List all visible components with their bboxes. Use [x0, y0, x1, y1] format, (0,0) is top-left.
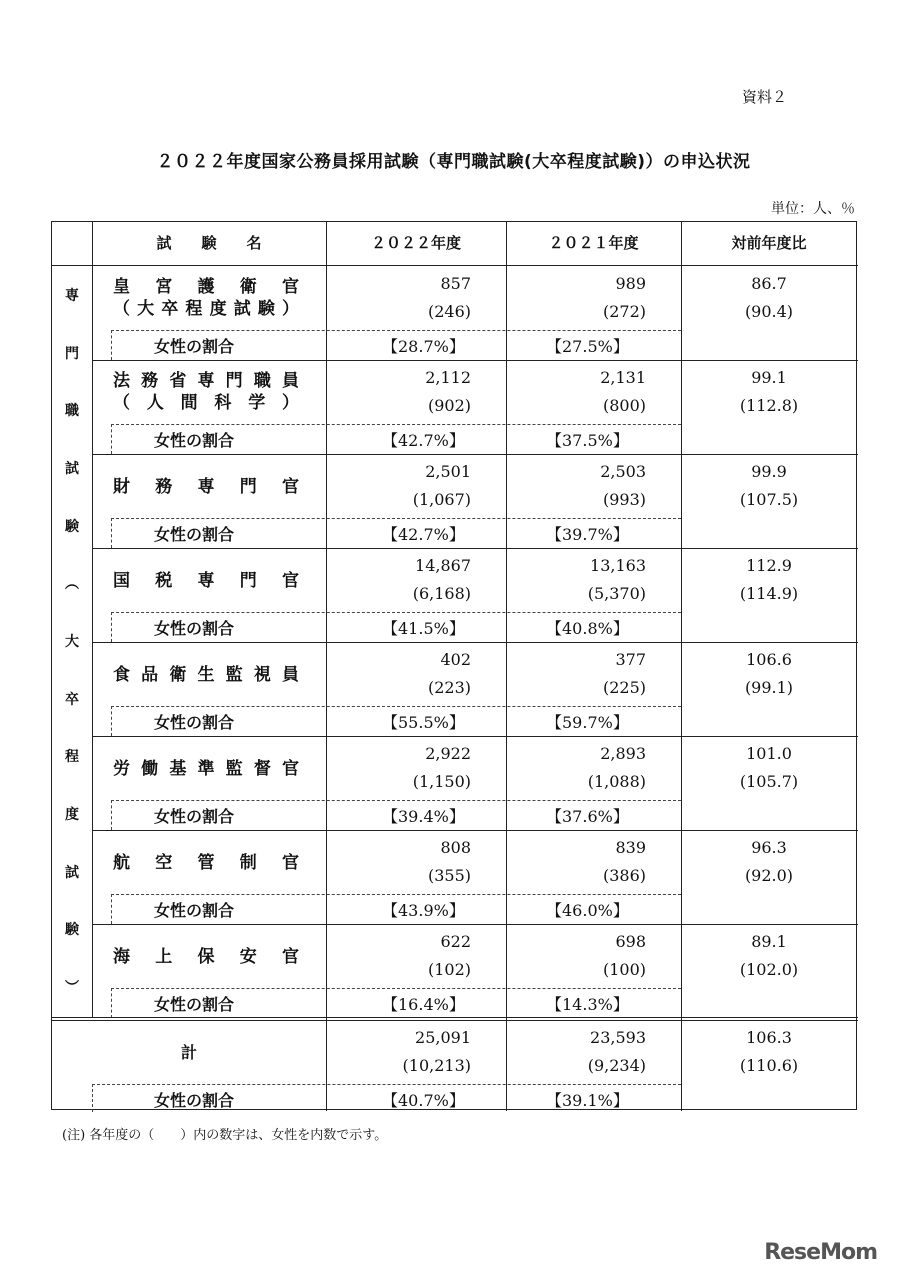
- value-2021: 2,131: [600, 368, 646, 387]
- ratio-female: (99.1): [744, 678, 794, 697]
- ratio-value: 99.9: [751, 462, 787, 481]
- dashed-divider: [111, 612, 112, 642]
- ratio-value: 96.3: [751, 838, 787, 857]
- exam-name: 食品衛生監視員: [113, 665, 299, 685]
- dashed-divider: [111, 424, 112, 454]
- ratio-female: (107.5): [739, 490, 799, 509]
- women-ratio-2022: 【16.4%】: [382, 995, 465, 1014]
- total-divider: [52, 1020, 858, 1021]
- female-2021: (800): [602, 396, 646, 415]
- dashed-divider: [111, 988, 681, 989]
- row-divider: [92, 830, 858, 831]
- exam-name-sub: （人間科学）: [113, 393, 299, 413]
- row-divider: [92, 454, 858, 455]
- women-ratio-2021: 【39.7%】: [546, 525, 629, 544]
- women-ratio-2022: 【28.7%】: [382, 337, 465, 356]
- women-ratio-label: 女性の割合: [154, 525, 235, 544]
- dashed-divider: [111, 800, 112, 830]
- women-ratio-label: 女性の割合: [154, 807, 235, 826]
- header-exam-name: 試 験 名: [156, 234, 262, 252]
- total-label: 計: [180, 1043, 197, 1062]
- category-char: 程: [65, 749, 79, 766]
- ratio-female: (110.6): [739, 1056, 799, 1075]
- ratio-value: 106.6: [746, 650, 792, 669]
- female-2021: (272): [602, 302, 646, 321]
- header-2022: ２０２２年度: [370, 234, 461, 252]
- exam-name: 財務専門官: [113, 477, 299, 497]
- category-char: 試: [65, 460, 79, 477]
- female-2022: (10,213): [402, 1056, 471, 1075]
- row-divider: [92, 924, 858, 925]
- female-2022: (1,150): [412, 772, 471, 791]
- resemom-logo: ReseMom: [764, 1240, 877, 1265]
- row-divider: [92, 736, 858, 737]
- dashed-divider: [111, 894, 681, 895]
- unit-label: 単位：人、％: [771, 201, 855, 217]
- female-2022: (1,067): [412, 490, 471, 509]
- female-2021: (1,088): [587, 772, 646, 791]
- value-2021: 23,593: [590, 1028, 646, 1047]
- female-2022: (102): [427, 960, 471, 979]
- dashed-divider: [111, 988, 112, 1018]
- value-2022: 25,091: [415, 1028, 471, 1047]
- header-ratio: 対前年度比: [731, 234, 807, 252]
- female-2021: (386): [602, 866, 646, 885]
- women-ratio-2022: 【42.7%】: [382, 525, 465, 544]
- category-char: 卒: [65, 691, 79, 708]
- ratio-female: (105.7): [739, 772, 799, 791]
- women-ratio-2021: 【27.5%】: [546, 337, 629, 356]
- applications-table: [51, 221, 857, 1110]
- category-char: 大: [65, 633, 79, 650]
- exam-name-sub: （大卒程度試験）: [113, 299, 299, 319]
- value-2022: 2,922: [425, 744, 471, 763]
- women-ratio-2021: 【59.7%】: [546, 713, 629, 732]
- category-char: 度: [65, 807, 79, 824]
- women-ratio-2021: 【37.6%】: [546, 807, 629, 826]
- header-2021: ２０２１年度: [548, 234, 639, 252]
- ratio-female: (112.8): [739, 396, 799, 415]
- value-2021: 13,163: [590, 556, 646, 575]
- value-2022: 808: [440, 838, 471, 857]
- ratio-female: (114.9): [739, 584, 799, 603]
- ratio-value: 89.1: [751, 932, 787, 951]
- dashed-divider: [92, 1084, 93, 1112]
- value-2022: 14,867: [415, 556, 471, 575]
- women-ratio-2021: 【40.8%】: [546, 619, 629, 638]
- exam-name: 海上保安官: [113, 947, 299, 967]
- dashed-divider: [111, 800, 681, 801]
- female-2022: (246): [427, 302, 471, 321]
- dashed-divider: [111, 424, 681, 425]
- women-ratio-2022: 【55.5%】: [382, 713, 465, 732]
- women-ratio-label: 女性の割合: [154, 431, 235, 450]
- ratio-value: 112.9: [746, 556, 792, 575]
- dashed-divider: [111, 706, 112, 736]
- female-2022: (355): [427, 866, 471, 885]
- category-char: 職: [65, 403, 79, 420]
- women-ratio-2021: 【46.0%】: [546, 901, 629, 920]
- category-char: 試: [65, 864, 79, 881]
- women-ratio-2021: 【37.5%】: [546, 431, 629, 450]
- ratio-value: 99.1: [751, 368, 787, 387]
- female-2021: (5,370): [587, 584, 646, 603]
- document-label: 資料２: [742, 88, 788, 106]
- women-ratio-2022: 【40.7%】: [382, 1091, 465, 1110]
- ratio-value: 86.7: [751, 274, 787, 293]
- female-2021: (9,234): [587, 1056, 646, 1075]
- dashed-divider: [111, 518, 112, 548]
- ratio-female: (102.0): [739, 960, 799, 979]
- women-ratio-2022: 【39.4%】: [382, 807, 465, 826]
- category-char: 専: [65, 287, 79, 304]
- category-char: 験: [65, 922, 79, 939]
- category-char: 門: [65, 345, 79, 362]
- women-ratio-2022: 【43.9%】: [382, 901, 465, 920]
- category-char: 験: [65, 518, 79, 535]
- column-divider: [92, 222, 93, 265]
- value-2022: 2,501: [425, 462, 471, 481]
- exam-name: 皇宮護衛官: [113, 277, 299, 297]
- footnote: (注) 各年度の（ ）内の数字は、女性を内数で示す。: [62, 1128, 388, 1143]
- women-ratio-label: 女性の割合: [154, 337, 235, 356]
- value-2021: 698: [615, 932, 646, 951]
- value-2022: 622: [440, 932, 471, 951]
- category-char: ︶: [65, 980, 79, 997]
- dashed-divider: [111, 706, 681, 707]
- exam-name: 法務省専門職員: [113, 371, 299, 391]
- dashed-divider: [111, 894, 112, 924]
- page-title: ２０２２年度国家公務員採用試験（専門職試験(大卒程度試験)）の申込状況: [156, 152, 751, 172]
- row-divider: [92, 360, 858, 361]
- ratio-value: 101.0: [746, 744, 792, 763]
- women-ratio-2021: 【14.3%】: [546, 995, 629, 1014]
- dashed-divider: [111, 330, 112, 360]
- ratio-female: (92.0): [744, 866, 794, 885]
- exam-name: 国税専門官: [113, 571, 299, 591]
- header-divider: [52, 265, 858, 266]
- row-divider: [92, 548, 858, 549]
- value-2021: 2,893: [600, 744, 646, 763]
- value-2022: 402: [440, 650, 471, 669]
- dashed-divider: [92, 1084, 681, 1085]
- female-2021: (993): [602, 490, 646, 509]
- exam-name: 航空管制官: [113, 853, 299, 873]
- female-2022: (902): [427, 396, 471, 415]
- women-ratio-label: 女性の割合: [154, 901, 235, 920]
- women-ratio-label: 女性の割合: [154, 995, 235, 1014]
- women-ratio-label: 女性の割合: [154, 1091, 235, 1110]
- ratio-female: (90.4): [744, 302, 794, 321]
- exam-name: 労働基準監督官: [113, 759, 299, 779]
- female-2021: (100): [602, 960, 646, 979]
- value-2022: 857: [440, 274, 471, 293]
- ratio-value: 106.3: [746, 1028, 792, 1047]
- total-divider: [52, 1017, 858, 1018]
- category-label: [52, 266, 92, 1016]
- women-ratio-2022: 【42.7%】: [382, 431, 465, 450]
- women-ratio-label: 女性の割合: [154, 619, 235, 638]
- female-2022: (223): [427, 678, 471, 697]
- dashed-divider: [111, 518, 681, 519]
- dashed-divider: [111, 612, 681, 613]
- value-2022: 2,112: [425, 368, 471, 387]
- women-ratio-label: 女性の割合: [154, 713, 235, 732]
- dashed-divider: [111, 330, 681, 331]
- value-2021: 839: [615, 838, 646, 857]
- value-2021: 377: [615, 650, 646, 669]
- category-char: ︵: [65, 576, 79, 593]
- value-2021: 2,503: [600, 462, 646, 481]
- value-2021: 989: [615, 274, 646, 293]
- row-divider: [92, 642, 858, 643]
- female-2022: (6,168): [412, 584, 471, 603]
- women-ratio-2021: 【39.1%】: [546, 1091, 629, 1110]
- women-ratio-2022: 【41.5%】: [382, 619, 465, 638]
- female-2021: (225): [602, 678, 646, 697]
- column-divider: [92, 265, 93, 1017]
